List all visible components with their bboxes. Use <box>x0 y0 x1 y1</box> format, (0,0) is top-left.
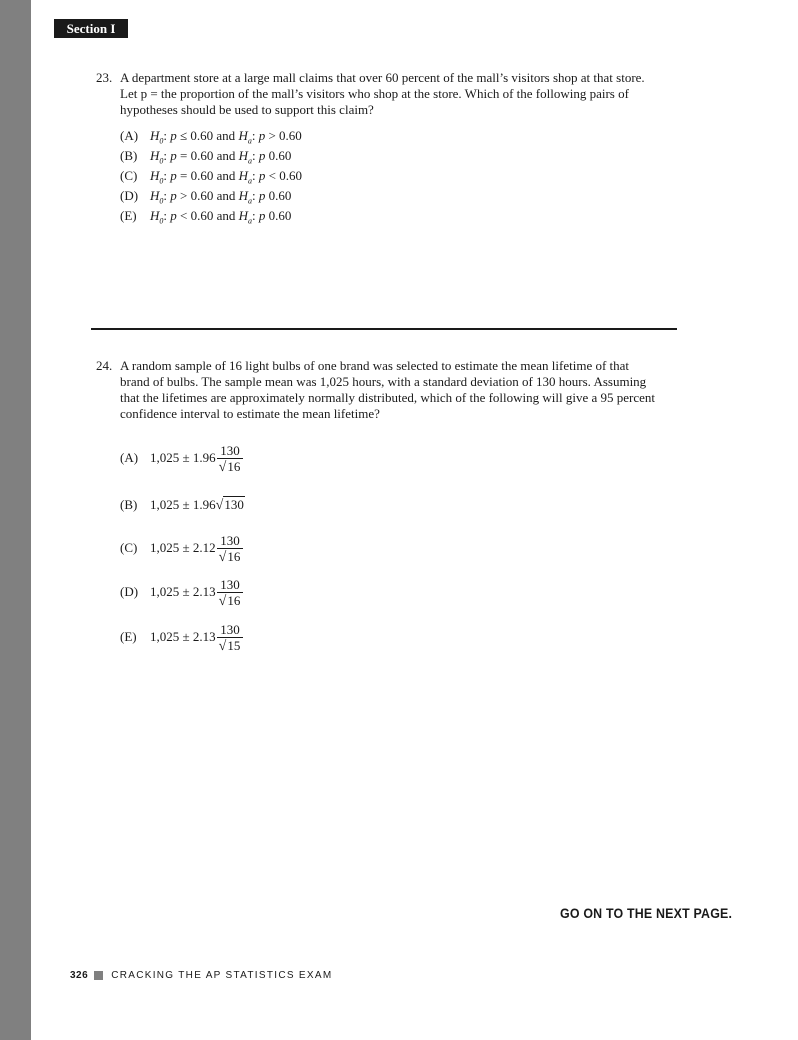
choice-letter: (E) <box>120 208 137 223</box>
parameter-symbol: p <box>170 148 177 163</box>
question-24 <box>96 358 656 422</box>
null-relation: = 0.60 <box>180 148 214 163</box>
denominator: 16 <box>227 549 241 564</box>
denominator: 15 <box>227 638 241 653</box>
hypothesis-symbol: $H_0$ <box>150 188 164 206</box>
denominator: 16 <box>227 459 241 474</box>
choice-letter: (C) <box>120 168 138 183</box>
sqrt-icon: √ <box>218 639 227 654</box>
hypothesis-symbol: $H_a$ <box>238 128 252 146</box>
null-relation: ≤ 0.60 <box>180 128 214 143</box>
sqrt-icon: √ <box>218 460 227 475</box>
answer-choice[interactable] <box>120 622 243 654</box>
next-page-label: GO ON TO THE NEXT PAGE. <box>560 906 733 921</box>
parameter-symbol: p <box>170 188 177 203</box>
estimate-expression: 1,025 ± 2.12 <box>150 539 216 555</box>
null-relation: > 0.60 <box>180 188 214 203</box>
choice-letter: (D) <box>120 583 139 599</box>
parameter-symbol: p <box>170 208 177 223</box>
radicand: 130 <box>224 497 244 512</box>
estimate-expression: 1,025 ± 2.13 <box>150 583 216 599</box>
numerator: 130 <box>220 577 240 592</box>
answer-choice[interactable]: (A) $H_0$: p ≤ 0.60 and $H_a$: p > 0.60 <box>120 128 302 146</box>
numerator: 130 <box>220 622 240 637</box>
hypothesis-symbol: $H_a$ <box>238 168 253 186</box>
question-23 <box>96 70 656 118</box>
section-label: Section I <box>54 19 128 38</box>
denominator: 16 <box>227 593 241 608</box>
parameter-symbol: p <box>170 128 177 143</box>
sqrt-icon: √ <box>215 498 224 513</box>
alt-relation: 0.60 <box>268 188 292 203</box>
hypothesis-symbol: $H_0$ <box>150 168 164 186</box>
question-number: 24. <box>96 358 113 373</box>
alt-relation: 0.60 <box>268 208 292 223</box>
footer-square-icon <box>94 971 103 980</box>
choice-letter: (A) <box>120 128 139 143</box>
question-number: 23. <box>96 70 113 85</box>
parameter-symbol: p <box>170 168 177 183</box>
hypothesis-symbol: $H_a$ <box>238 208 253 226</box>
page-number: 326 <box>70 970 89 981</box>
choice-letter: (B) <box>120 497 138 512</box>
parameter-symbol: p <box>258 128 266 143</box>
fraction <box>217 533 244 565</box>
answer-choice[interactable]: (D) $H_0$: p > 0.60 and $H_a$: p 0.60 <box>120 188 292 206</box>
answer-choice[interactable] <box>120 443 243 475</box>
sqrt-icon: √ <box>218 594 227 609</box>
page-footer <box>70 970 332 981</box>
numerator: 130 <box>220 533 240 548</box>
answer-choice[interactable] <box>120 577 243 609</box>
parameter-symbol: p <box>258 188 266 203</box>
choice-letter: (A) <box>120 449 139 465</box>
estimate-expression: 1,025 ± 1.96 <box>150 497 216 512</box>
answer-choice[interactable]: (C) $H_0$: p = 0.60 and $H_a$: p < 0.60 <box>120 168 302 186</box>
parameter-symbol: p <box>258 208 266 223</box>
sqrt-icon: √ <box>218 550 227 565</box>
fraction <box>217 443 244 475</box>
alt-relation: 0.60 <box>268 148 292 163</box>
page-sidebar-bar <box>0 0 31 1040</box>
hypothesis-symbol: $H_0$ <box>150 128 164 146</box>
hypothesis-symbol: $H_a$ <box>238 188 253 206</box>
question-text: A department store at a large mall claims that over 60 percent of the mall’s visitors shop at that store. Let p = the proportion of the mall’s visitors who shop at the store. Which of the following pairs of hypotheses should be used to support this claim? <box>120 70 645 117</box>
book-title: CRACKING THE AP STATISTICS EXAM <box>111 970 333 981</box>
null-relation: < 0.60 <box>180 208 214 223</box>
hypothesis-symbol: $H_0$ <box>150 148 164 166</box>
choice-letter: (E) <box>120 628 137 644</box>
hypothesis-symbol: $H_a$ <box>238 148 253 166</box>
null-relation: = 0.60 <box>180 168 214 183</box>
fraction <box>217 622 244 654</box>
answer-choice[interactable]: (B) $H_0$: p = 0.60 and $H_a$: p 0.60 <box>120 148 292 166</box>
answer-choice[interactable]: (E) $H_0$: p < 0.60 and $H_a$: p 0.60 <box>120 208 292 226</box>
choice-letter: (B) <box>120 148 138 163</box>
alt-relation: < 0.60 <box>268 168 302 183</box>
numerator: 130 <box>220 443 240 458</box>
parameter-symbol: p <box>258 148 266 163</box>
choice-letter: (D) <box>120 188 139 203</box>
estimate-expression: 1,025 ± 2.13 <box>150 628 216 644</box>
fraction <box>217 577 244 609</box>
answer-choice[interactable] <box>120 533 243 565</box>
answer-choice[interactable] <box>120 497 245 514</box>
question-text: A random sample of 16 light bulbs of one brand was selected to estimate the mean lifetime of that brand of bulbs. The sample mean was 1,025 hours, with a standard deviation of 130 hours. Assuming that the lifetimes are approximately normally distributed, which of the following will give a 95 percent confidence interval to estimate the mean lifetime? <box>120 358 656 421</box>
choice-letter: (C) <box>120 539 138 555</box>
alt-relation: > 0.60 <box>268 128 302 143</box>
section-divider <box>91 328 677 330</box>
estimate-expression: 1,025 ± 1.96 <box>150 449 216 465</box>
hypothesis-symbol: $H_0$ <box>150 208 164 226</box>
parameter-symbol: p <box>258 168 266 183</box>
